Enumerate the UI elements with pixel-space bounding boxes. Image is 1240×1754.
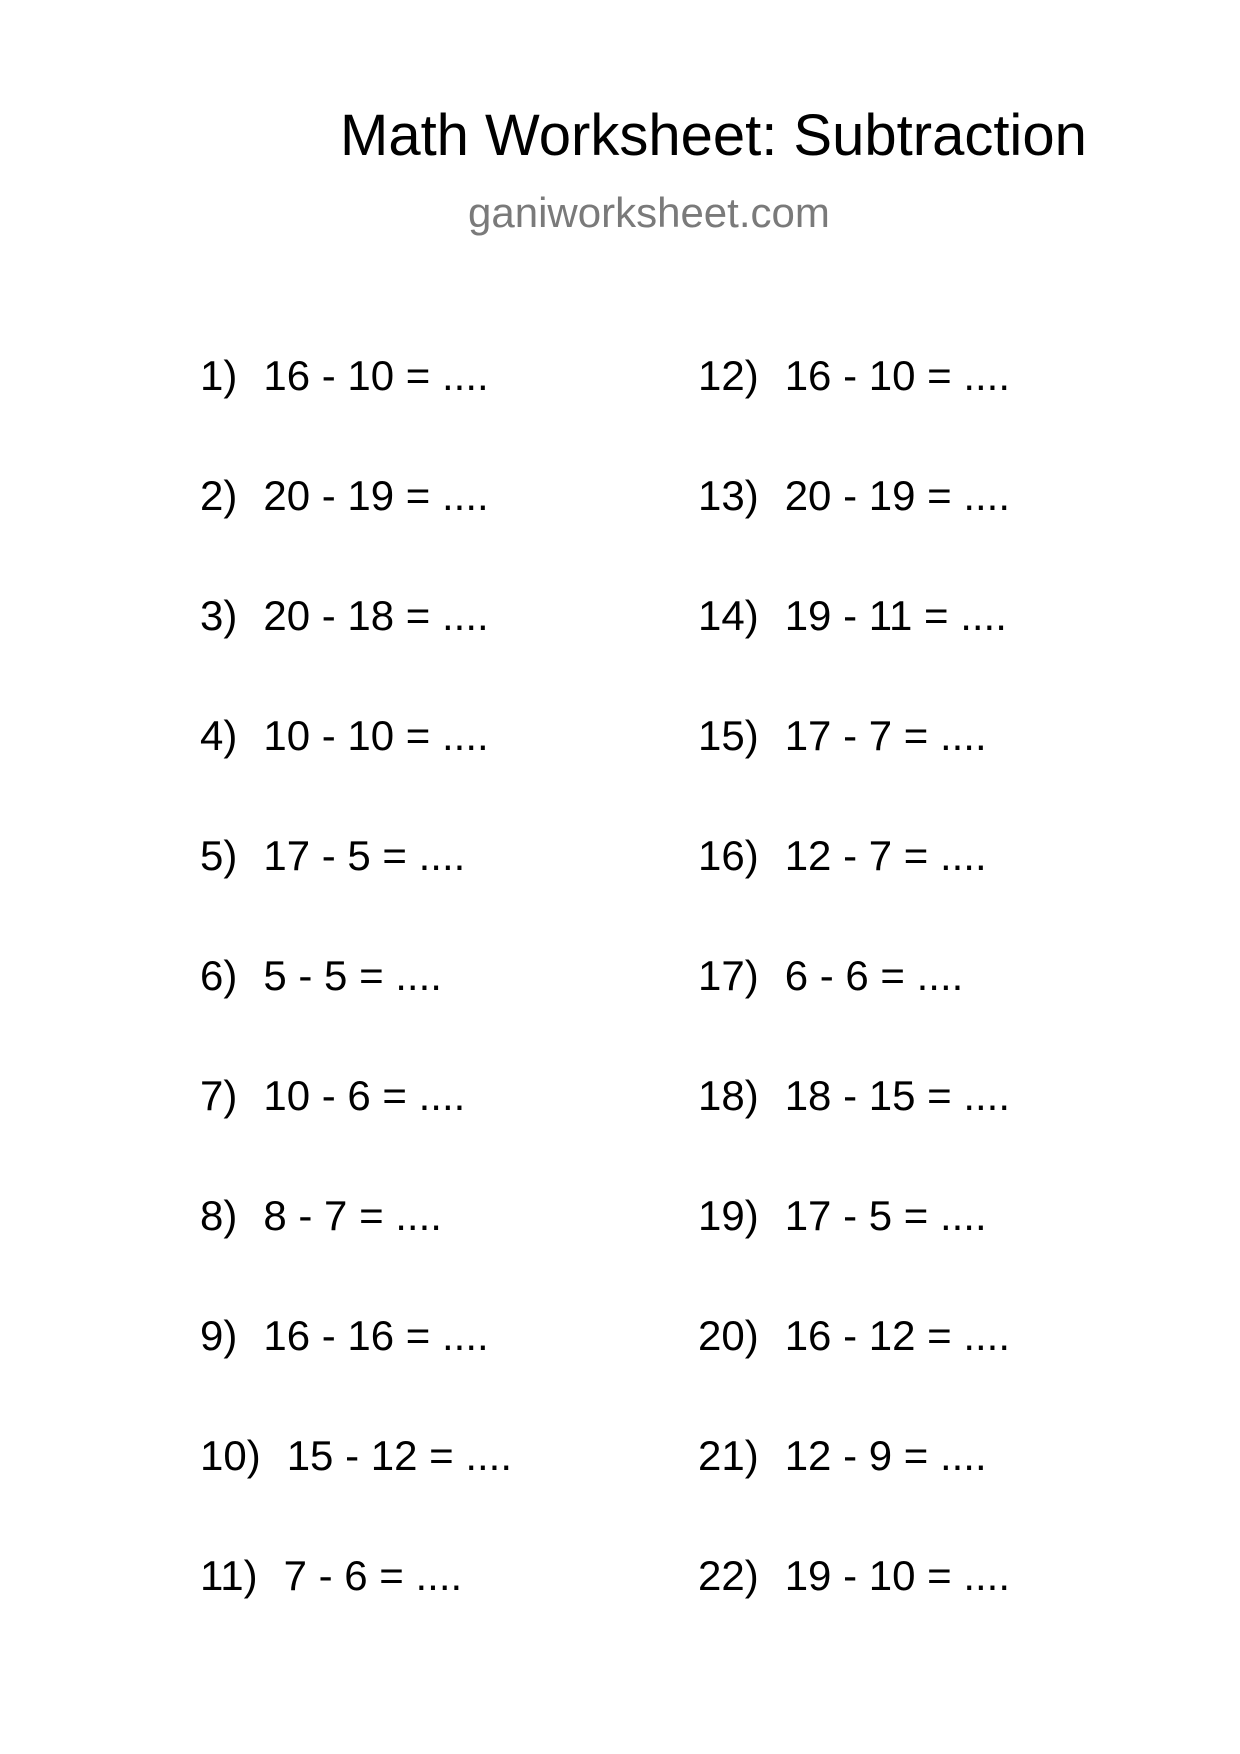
problem-item [698,346,1010,466]
problem-expression: 19 - 11 = .... [784,592,1007,639]
problem-number: 17) [698,952,759,999]
problem-expression: 16 - 10 = .... [784,352,1011,399]
problem-item [200,826,512,946]
problem-number: 19) [698,1192,759,1239]
problem-item [698,826,1010,946]
problem-item [698,586,1010,706]
problem-item [200,1186,512,1306]
problem-item [200,466,512,586]
problem-item [200,346,512,466]
problem-item [698,1066,1010,1186]
problem-expression: 20 - 19 = .... [784,472,1011,519]
problem-item [698,466,1010,586]
problem-number: 22) [698,1552,759,1599]
problem-item [200,1066,512,1186]
problem-number: 2) [200,472,238,519]
problem-expression: 17 - 5 = .... [784,1192,987,1239]
problem-expression: 6 - 6 = .... [784,952,964,999]
problem-number: 9) [200,1312,238,1359]
problem-expression: 7 - 6 = .... [283,1552,463,1599]
problem-number: 16) [698,832,759,879]
problem-item [698,946,1010,1066]
problem-expression: 10 - 10 = .... [263,712,489,759]
problem-item [200,1306,512,1426]
problem-expression: 12 - 9 = .... [784,1432,987,1479]
problem-item [200,946,512,1066]
problem-number: 15) [698,712,759,759]
problem-expression: 16 - 12 = .... [784,1312,1011,1359]
problem-number: 11) [200,1552,258,1599]
right-column [698,346,1010,1666]
problem-expression: 12 - 7 = .... [784,832,987,879]
problem-number: 6) [200,952,238,999]
problem-number: 18) [698,1072,759,1119]
problem-item [698,1306,1010,1426]
problem-number: 7) [200,1072,238,1119]
problem-expression: 18 - 15 = .... [784,1072,1011,1119]
problem-number: 8) [200,1192,238,1239]
problem-number: 5) [200,832,238,879]
problem-item [698,706,1010,826]
problem-item [200,1426,512,1546]
problem-item [200,706,512,826]
problem-number: 20) [698,1312,759,1359]
problem-item [200,1546,512,1666]
problem-expression: 17 - 5 = .... [263,832,466,879]
problem-expression: 10 - 6 = .... [263,1072,466,1119]
problem-number: 13) [698,472,759,519]
problem-expression: 8 - 7 = .... [263,1192,442,1239]
problem-expression: 20 - 19 = .... [263,472,489,519]
problem-number: 14) [698,592,759,639]
problem-expression: 19 - 10 = .... [784,1552,1011,1599]
website-label: ganiworksheet.com [468,189,830,236]
problem-expression: 15 - 12 = .... [286,1432,513,1479]
problem-expression: 5 - 5 = .... [263,952,442,999]
problem-item [698,1186,1010,1306]
problem-number: 12) [698,352,759,399]
problem-expression: 16 - 10 = .... [263,352,489,399]
problem-number: 3) [200,592,238,639]
problem-number: 1) [200,352,238,399]
problem-item [698,1546,1010,1666]
problem-item [698,1426,1010,1546]
problem-expression: 16 - 16 = .... [263,1312,489,1359]
problem-number: 21) [698,1432,759,1479]
page-title: Math Worksheet: Subtraction [340,103,1087,168]
left-column [200,346,512,1666]
problem-expression: 17 - 7 = .... [784,712,987,759]
problem-list [0,346,1240,1646]
problem-number: 4) [200,712,238,759]
problem-item [200,586,512,706]
problem-expression: 20 - 18 = .... [263,592,489,639]
problem-number: 10) [200,1432,261,1479]
